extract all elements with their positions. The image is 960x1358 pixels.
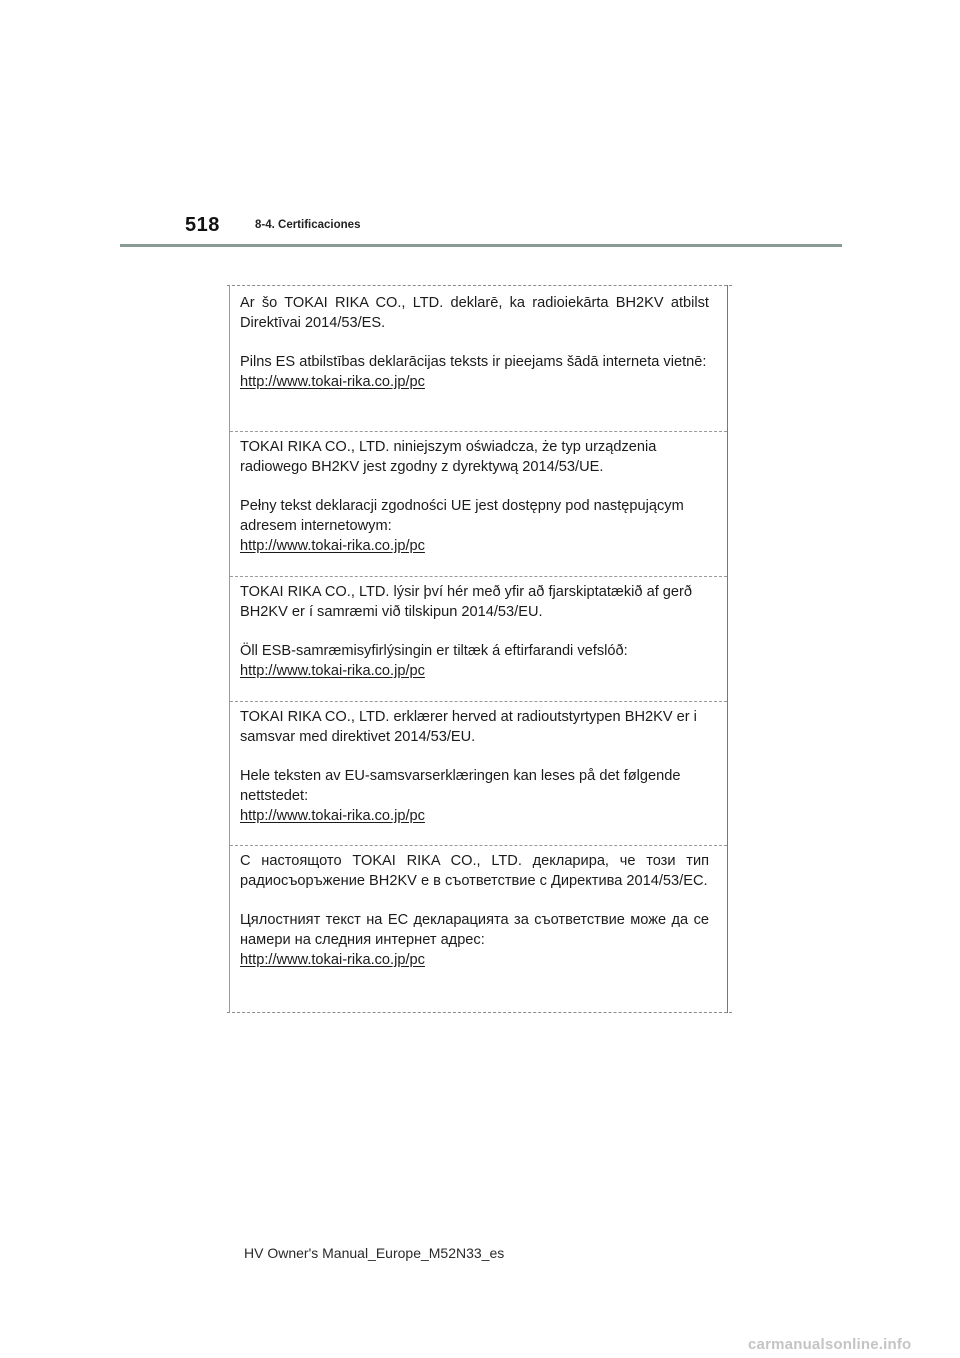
declaration-availability: Öll ESB-samræmisyfirlýsingin er tiltæk á eftirfarandi vefslóð: [240, 643, 628, 659]
declaration-link[interactable]: http://www.tokai-rika.co.jp/pc [240, 374, 425, 390]
section-title: 8-4. Certificaciones [255, 219, 361, 231]
declaration-link[interactable]: http://www.tokai-rika.co.jp/pc [240, 952, 425, 968]
declaration-link[interactable]: http://www.tokai-rika.co.jp/pc [240, 808, 425, 824]
box-bottom-border [227, 1012, 732, 1013]
page-number: 518 [185, 214, 220, 236]
declaration-availability: Hele teksten av EU-samsvarserklæringen kan leses på det følgende nettstedet: [240, 768, 681, 804]
declaration-polish [230, 431, 727, 556]
declaration-icelandic [230, 576, 727, 681]
declaration-link[interactable]: http://www.tokai-rika.co.jp/pc [240, 538, 425, 554]
declaration-availability: Pełny tekst deklaracji zgodności UE jest dostępny pod następującym adresem internetowym: [240, 498, 684, 534]
declaration-norwegian [230, 701, 727, 826]
watermark: carmanualsonline.info [748, 1336, 912, 1353]
declaration-availability: Pilns ES atbilstības deklarācijas teksts ir pieejams šādā interneta vietnē: [240, 354, 707, 370]
header-divider [120, 244, 842, 247]
declaration-box [229, 285, 728, 1013]
box-top-border [227, 285, 732, 286]
declaration-statement: TOKAI RIKA CO., LTD. lýsir því hér með yfir að fjarskiptatækið af gerð BH2KV er í samræmi við tilskipun 2014/53/EU. [240, 584, 693, 620]
declaration-statement: TOKAI RIKA CO., LTD. niniejszym oświadcza, że typ urządzenia radiowego BH2KV jest zgodny z dyrektywą 2014/53/UE. [240, 439, 657, 475]
declaration-bulgarian [230, 845, 727, 970]
declaration-statement: TOKAI RIKA CO., LTD. erklærer herved at radioutstyrtypen BH2KV er i samsvar med direktivet 2014/53/EU. [240, 709, 697, 745]
declaration-statement: С настоящото TOKAI RIKA CO., LTD. декларира, че този тип радиосъоръжение BH2KV е в съответствие с Директива 2014/53/ЕС. [240, 853, 709, 889]
declaration-latvian [230, 293, 727, 392]
declaration-availability: Цялостният текст на ЕС декларацията за съответствие може да се намери на следния интернет адрес: [240, 912, 709, 948]
document-footer: HV Owner's Manual_Europe_M52N33_es [244, 1245, 505, 1261]
declaration-statement: Ar šo TOKAI RIKA CO., LTD. deklarē, ka radioiekārta BH2KV atbilst Direktīvai 2014/53/ES. [240, 295, 709, 331]
declaration-link[interactable]: http://www.tokai-rika.co.jp/pc [240, 663, 425, 679]
